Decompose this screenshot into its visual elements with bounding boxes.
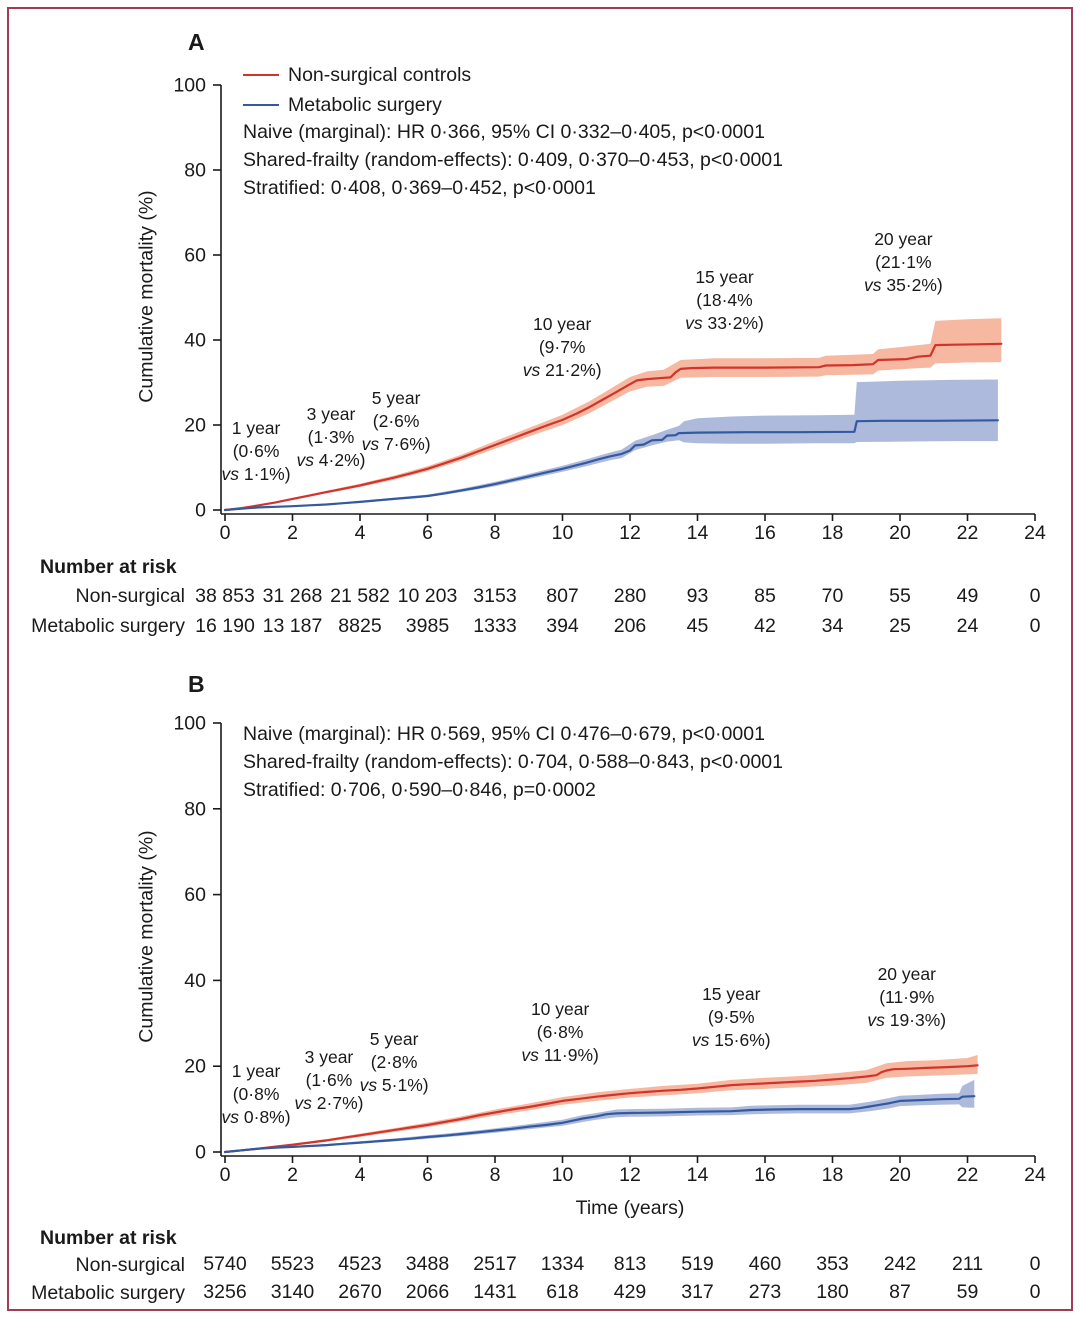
x-tick-label: 16 <box>754 522 776 544</box>
risk-count: 34 <box>821 615 844 637</box>
legend-item-surgery <box>243 90 471 120</box>
annotation-line: (9·7% <box>538 336 586 357</box>
risk-count: 211 <box>951 1253 984 1275</box>
vs-italic: vs <box>294 1093 312 1114</box>
annotation-line: (9·5% <box>707 1007 755 1028</box>
value-text: 33·2%) <box>702 313 764 334</box>
x-tick-label: 22 <box>956 1164 979 1186</box>
vs-italic: vs <box>296 449 314 470</box>
annotation-line: 10 year <box>532 313 592 334</box>
annotation-line: (0·6% <box>232 440 280 461</box>
y-tick-label: 60 <box>184 244 206 267</box>
x-tick-label: 16 <box>754 1164 776 1186</box>
annotation-line: 15 year <box>695 267 754 288</box>
risk-count: 394 <box>546 615 579 637</box>
annotation-line <box>692 1030 771 1050</box>
risk-count: 93 <box>686 585 709 607</box>
risk-count: 2517 <box>473 1253 517 1275</box>
risk-count: 206 <box>613 615 647 637</box>
vs-italic: vs <box>361 434 380 455</box>
risk-count: 2066 <box>405 1281 450 1303</box>
risk-count: 13 187 <box>262 615 323 637</box>
annotation-line: (2·8% <box>370 1052 418 1073</box>
x-tick-label: 2 <box>287 1164 298 1186</box>
annotation-line: (2·6% <box>372 411 420 432</box>
vs-italic: vs <box>863 274 882 295</box>
annotation-line <box>864 275 943 295</box>
value-text: 19·3%) <box>884 1009 947 1030</box>
panel-b-risk-header: Number at risk <box>40 1227 177 1249</box>
risk-count: 460 <box>748 1253 782 1275</box>
x-tick-label: 10 <box>551 1164 574 1186</box>
annotation-line <box>685 313 764 333</box>
y-tick-label: 20 <box>184 1055 206 1078</box>
vs-italic: vs <box>685 313 703 334</box>
x-tick-label: 12 <box>619 1164 641 1186</box>
y-tick-label: 100 <box>173 712 206 735</box>
annotation-line <box>222 1107 291 1127</box>
annotation-line: 5 year <box>369 1029 419 1050</box>
vs-italic: vs <box>691 1030 710 1051</box>
value-text: 1·1%) <box>239 463 291 484</box>
risk-row-label-surgery: Metabolic surgery <box>31 615 185 637</box>
x-tick-label: 20 <box>889 1164 911 1186</box>
annotation-line: 5 year <box>371 388 421 409</box>
x-tick-label: 8 <box>489 1164 501 1186</box>
risk-count: 3488 <box>405 1253 450 1275</box>
legend-label-nonsurgical: Non-surgical controls <box>288 63 472 86</box>
risk-count: 618 <box>546 1281 579 1303</box>
risk-count: 16 190 <box>195 615 255 637</box>
risk-count: 59 <box>956 1281 979 1303</box>
x-tick-label: 18 <box>821 522 844 544</box>
y-tick-label: 100 <box>173 74 206 97</box>
value-text: 4·2%) <box>313 449 366 470</box>
vs-italic: vs <box>221 1106 240 1127</box>
y-tick-label: 20 <box>184 414 206 437</box>
surgery-line-swatch <box>243 104 279 106</box>
risk-count: 429 <box>613 1281 647 1303</box>
risk-count: 31 268 <box>262 585 323 607</box>
value-text: 11·9%) <box>538 1045 599 1066</box>
risk-count: 807 <box>546 585 579 607</box>
risk-count: 10 203 <box>397 585 458 607</box>
vs-italic: vs <box>221 463 240 484</box>
x-tick-label: 4 <box>354 522 366 544</box>
risk-count: 1334 <box>540 1253 585 1275</box>
annotation-line: (1·3% <box>307 426 355 447</box>
value-text: 15·6%) <box>709 1030 771 1051</box>
risk-count: 85 <box>754 585 776 607</box>
legend <box>243 60 471 120</box>
annotation-line: (0·8% <box>232 1083 280 1104</box>
x-tick-label: 24 <box>1024 522 1046 544</box>
stats-line-naive: Naive (marginal): HR 0·366, 95% CI 0·332–0·405, p<0·0001 <box>243 121 765 143</box>
risk-count: 38 853 <box>195 585 255 607</box>
nonsurgical-line-swatch <box>243 74 279 76</box>
risk-count: 2670 <box>338 1281 382 1303</box>
risk-count: 280 <box>613 585 647 607</box>
risk-count: 0 <box>1029 1281 1041 1303</box>
x-tick-label: 0 <box>219 522 231 544</box>
stats-line-shared-frailty: Shared-frailty (random-effects): 0·704, 0·588–0·843, p<0·0001 <box>243 751 783 773</box>
panel-a-label: A <box>188 29 205 55</box>
panel-a-risk-header: Number at risk <box>40 556 177 578</box>
y-tick-label: 80 <box>184 159 206 182</box>
annotation-line: 10 year <box>530 999 590 1020</box>
risk-count: 0 <box>1029 1253 1041 1275</box>
risk-count: 353 <box>816 1253 849 1275</box>
stats-line-stratified: Stratified: 0·706, 0·590–0·846, p=0·0002 <box>243 779 596 801</box>
x-axis-title: Time (years) <box>575 1197 685 1219</box>
risk-count: 5740 <box>203 1253 247 1275</box>
stats-line-shared-frailty: Shared-frailty (random-effects): 0·409, 0·370–0·453, p<0·0001 <box>243 149 783 171</box>
y-tick-label: 0 <box>195 499 206 522</box>
y-tick-label: 40 <box>184 329 206 352</box>
panel-b-label: B <box>188 671 205 697</box>
x-tick-label: 10 <box>551 522 574 544</box>
x-tick-label: 12 <box>619 522 641 544</box>
risk-count: 25 <box>889 615 911 637</box>
annotation-line: (6·8% <box>536 1022 584 1043</box>
panel-b-y-axis-title: Cumulative mortality (%) <box>135 830 158 1043</box>
stats-line-naive: Naive (marginal): HR 0·569, 95% CI 0·476–0·679, p<0·0001 <box>243 723 765 745</box>
risk-count: 0 <box>1029 615 1041 637</box>
risk-count: 3140 <box>270 1281 315 1303</box>
value-text: 7·6%) <box>379 434 431 455</box>
x-tick-label: 6 <box>422 522 433 544</box>
x-tick-label: 4 <box>354 1164 366 1186</box>
risk-count: 42 <box>754 615 776 637</box>
x-tick-label: 22 <box>956 522 979 544</box>
risk-count: 317 <box>681 1281 714 1303</box>
risk-count: 813 <box>613 1253 647 1275</box>
annotation-line <box>362 434 431 454</box>
annotation-line <box>521 1045 598 1065</box>
value-text: 2·7%) <box>311 1093 364 1114</box>
annotation-line <box>222 464 291 484</box>
x-tick-label: 18 <box>821 1164 844 1186</box>
annotation-line: (11·9% <box>879 986 935 1007</box>
risk-count: 5523 <box>270 1253 315 1275</box>
risk-row-label-nonsurgical: Non-surgical <box>75 1254 185 1276</box>
legend-item-nonsurgical <box>243 60 471 90</box>
risk-count: 3985 <box>405 615 450 637</box>
x-tick-label: 8 <box>489 522 501 544</box>
risk-count: 180 <box>816 1281 849 1303</box>
risk-count: 0 <box>1029 585 1041 607</box>
annotation-line: (21·1% <box>875 251 932 272</box>
annotation-line: 20 year <box>877 963 936 984</box>
risk-count: 55 <box>889 585 911 607</box>
risk-count: 1431 <box>473 1281 517 1303</box>
risk-count: 242 <box>883 1253 917 1275</box>
x-tick-label: 24 <box>1024 1164 1046 1186</box>
risk-count: 519 <box>681 1253 714 1275</box>
risk-count: 1333 <box>473 615 517 637</box>
annotation-line: 15 year <box>702 984 761 1005</box>
y-tick-label: 60 <box>184 884 206 907</box>
x-tick-label: 6 <box>422 1164 433 1186</box>
annotation-line: 1 year <box>231 417 281 438</box>
y-tick-label: 80 <box>184 798 206 821</box>
vs-italic: vs <box>359 1075 378 1096</box>
y-tick-label: 0 <box>195 1141 206 1164</box>
annotation-line <box>523 360 602 380</box>
annotation-line: 3 year <box>306 403 356 424</box>
x-tick-label: 14 <box>686 1164 709 1186</box>
annotation-line <box>867 1010 946 1030</box>
value-text: 5·1%) <box>377 1075 429 1096</box>
x-tick-label: 2 <box>287 522 298 544</box>
annotation-line: 3 year <box>304 1047 354 1068</box>
risk-count: 4523 <box>338 1253 382 1275</box>
value-text: 21·2%) <box>540 359 602 380</box>
annotation-line: (18·4% <box>696 290 753 311</box>
risk-count: 8825 <box>338 615 382 637</box>
risk-count: 21 582 <box>330 585 390 607</box>
vs-italic: vs <box>521 1045 539 1066</box>
annotation-line: 20 year <box>874 228 933 249</box>
risk-count: 87 <box>889 1281 911 1303</box>
panel-a-y-axis-title: Cumulative mortality (%) <box>135 190 158 403</box>
legend-label-surgery: Metabolic surgery <box>288 93 442 116</box>
risk-count: 45 <box>686 615 709 637</box>
value-text: 0·8%) <box>239 1106 291 1127</box>
risk-count: 70 <box>821 585 844 607</box>
annotation-line <box>360 1075 429 1095</box>
annotation-line: 1 year <box>231 1060 281 1081</box>
x-tick-label: 20 <box>889 522 911 544</box>
stats-line-stratified: Stratified: 0·408, 0·369–0·452, p<0·0001 <box>243 177 596 199</box>
risk-count: 3153 <box>473 585 517 607</box>
risk-count: 3256 <box>203 1281 247 1303</box>
risk-count: 49 <box>956 585 979 607</box>
x-tick-label: 14 <box>686 522 709 544</box>
risk-row-label-surgery: Metabolic surgery <box>31 1282 185 1304</box>
annotation-line: (1·6% <box>305 1070 353 1091</box>
annotation-line <box>296 450 365 470</box>
risk-row-label-nonsurgical: Non-surgical <box>75 585 185 607</box>
value-text: 35·2%) <box>881 274 943 295</box>
x-tick-label: 0 <box>219 1164 231 1186</box>
vs-italic: vs <box>867 1009 885 1030</box>
panel-a-stats <box>243 118 783 202</box>
risk-count: 273 <box>748 1281 782 1303</box>
vs-italic: vs <box>522 359 541 380</box>
panel-b-stats <box>243 720 783 804</box>
risk-count: 24 <box>956 615 979 637</box>
y-tick-label: 40 <box>184 969 206 992</box>
annotation-line <box>294 1093 363 1113</box>
